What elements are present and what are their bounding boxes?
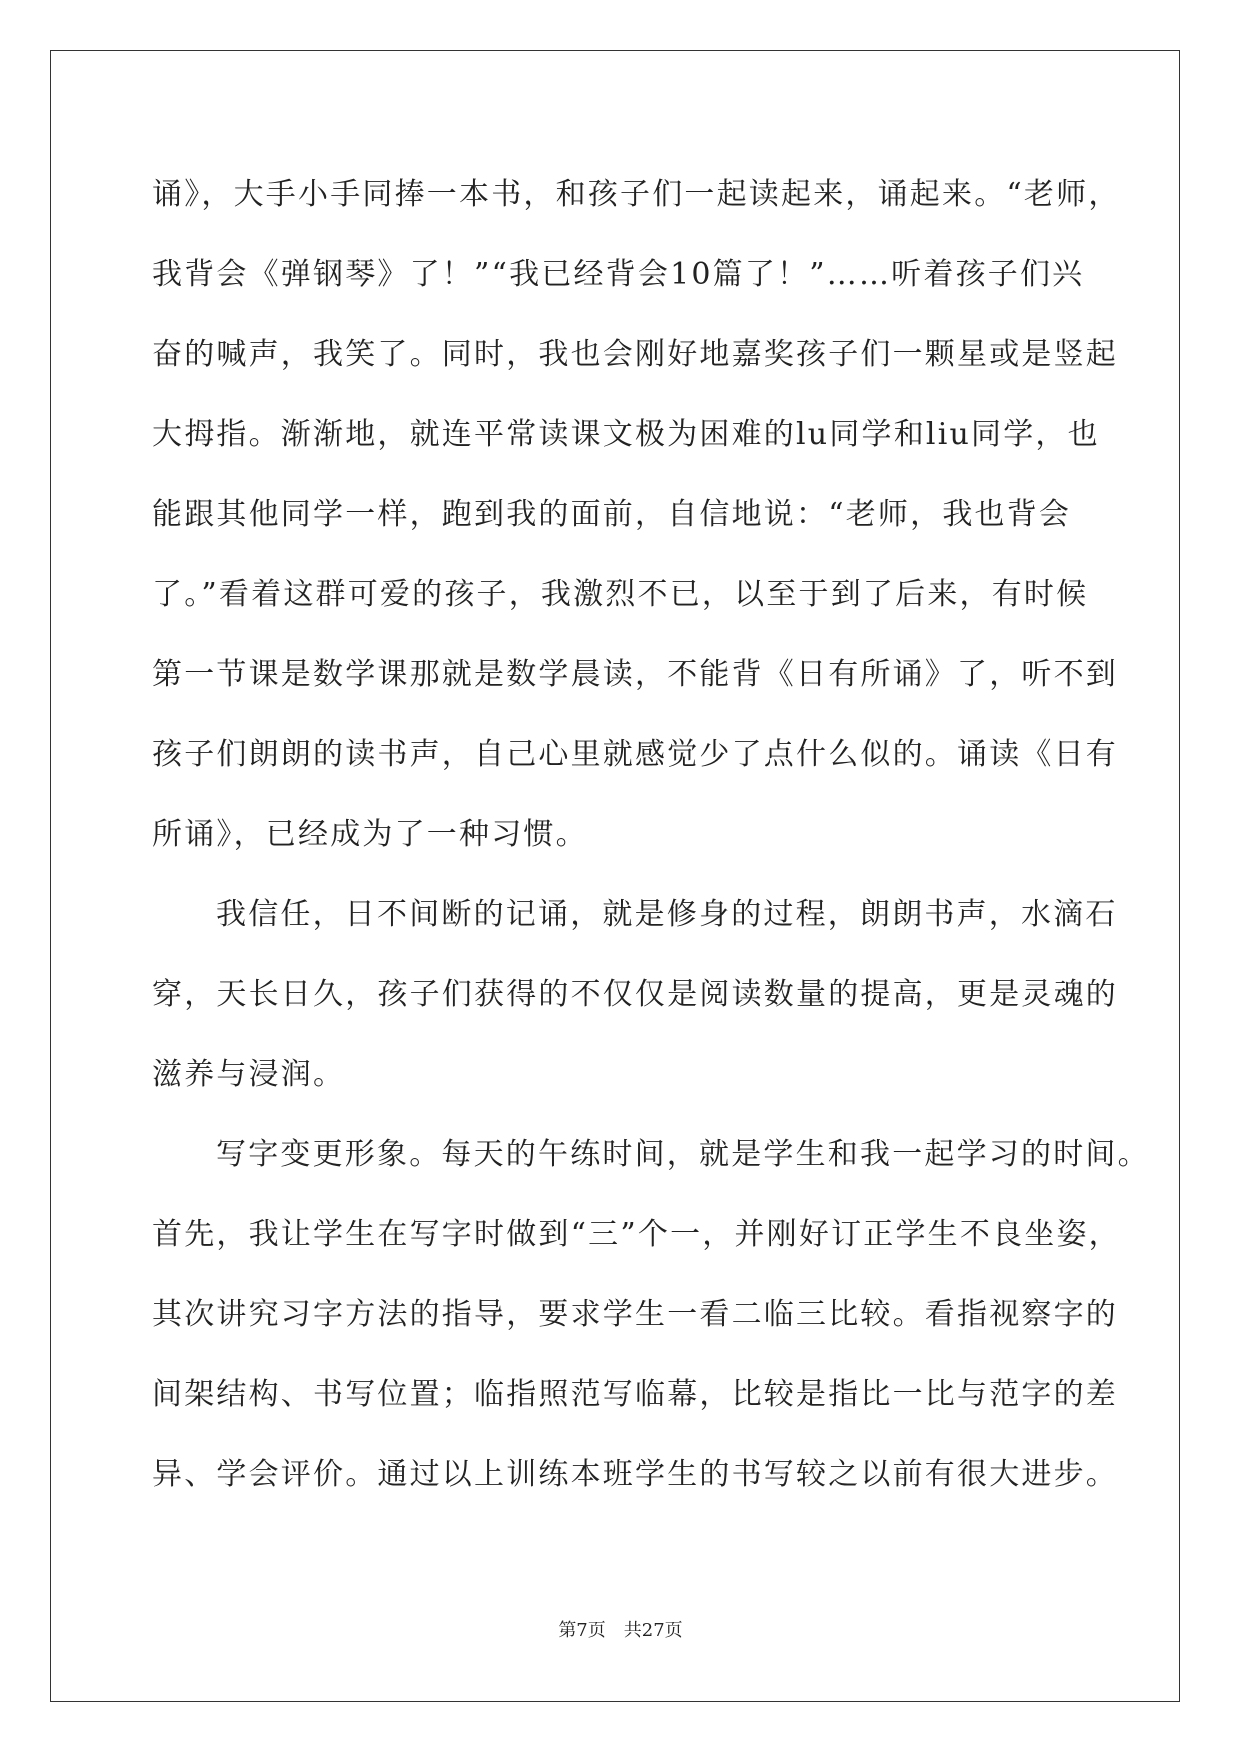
text-line: 了。”看着这群可爱的孩子，我激烈不已，以至于到了后来，有时候 bbox=[152, 577, 1089, 612]
page-number: 第7页 共27页 bbox=[558, 1620, 683, 1641]
text-line: 能跟其他同学一样，跑到我的面前，自信地说：“老师，我也背会 bbox=[152, 497, 1072, 532]
text-line: 首先，我让学生在写字时做到“三”个一，并刚好订正学生不良坐姿， bbox=[152, 1217, 1121, 1252]
text-line: 所诵》，已经成为了一种习惯。 bbox=[152, 817, 588, 852]
text-line: 其次讲究习字方法的指导，要求学生一看二临三比较。看指视察字的 bbox=[152, 1297, 1118, 1332]
text-line: 滋养与浸润。 bbox=[152, 1057, 346, 1092]
text-line: 孩子们朗朗的读书声，自己心里就感觉少了点什么似的。诵读《日有 bbox=[152, 737, 1118, 772]
text-line: 大拇指。渐渐地，就连平常读课文极为困难的lu同学和liu同学，也 bbox=[152, 417, 1100, 452]
text-line: 间架结构、书写位置；临指照范写临幕，比较是指比一比与范字的差 bbox=[152, 1377, 1118, 1412]
text-line: 奋的喊声，我笑了。同时，我也会刚好地嘉奖孩子们一颗星或是竖起 bbox=[152, 337, 1118, 372]
text-line-indented: 我信任，日不间断的记诵，就是修身的过程，朗朗书声，水滴石 bbox=[216, 897, 1118, 932]
text-line: 异、学会评价。通过以上训练本班学生的书写较之以前有很大进步。 bbox=[152, 1457, 1118, 1492]
document-body bbox=[152, 155, 1150, 1515]
text-line: 诵》，大手小手同捧一本书，和孩子们一起读起来，诵起来。“老师， bbox=[152, 177, 1121, 212]
text-line-indented: 写字变更形象。每天的午练时间，就是学生和我一起学习的时间。 bbox=[216, 1137, 1150, 1172]
text-line: 第一节课是数学课那就是数学晨读，不能背《日有所诵》了，听不到 bbox=[152, 657, 1118, 692]
text-line: 我背会《弹钢琴》了！”“我已经背会10篇了！”……听着孩子们兴 bbox=[152, 257, 1085, 292]
text-line: 穿，天长日久，孩子们获得的不仅仅是阅读数量的提高，更是灵魂的 bbox=[152, 977, 1118, 1012]
